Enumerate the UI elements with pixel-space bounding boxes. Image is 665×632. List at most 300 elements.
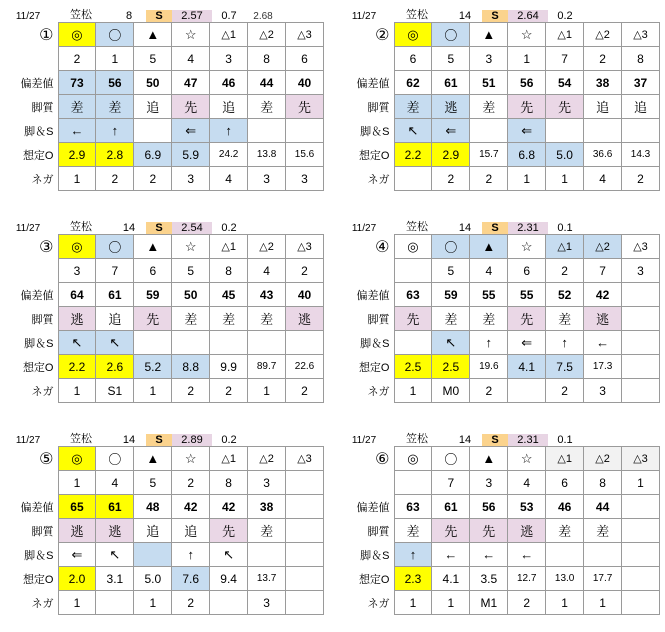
data-cell: 59 xyxy=(432,283,470,307)
race-block-1 xyxy=(4,6,324,191)
data-cell: 3 xyxy=(172,167,210,191)
symbol-cell: △1 xyxy=(210,447,248,471)
symbol-cell: ▲ xyxy=(470,235,508,259)
data-cell: 3.1 xyxy=(96,567,134,591)
symbol-cell: ▲ xyxy=(470,23,508,47)
data-cell: 3 xyxy=(210,47,248,71)
data-cell: 差 xyxy=(96,95,134,119)
data-cell: 3 xyxy=(248,471,286,495)
data-cell: 2.5 xyxy=(432,355,470,379)
data-cell: 9.9 xyxy=(210,355,248,379)
data-cell xyxy=(584,543,622,567)
row-label xyxy=(340,47,394,71)
data-cell: 7 xyxy=(546,47,584,71)
row-symbols xyxy=(4,23,324,47)
row-label: 脚質 xyxy=(367,313,390,326)
row-label: 脚＆S xyxy=(360,337,390,350)
data-cell: 7 xyxy=(432,471,470,495)
row-odds xyxy=(340,355,660,379)
data-cell: 6 xyxy=(508,259,546,283)
data-cell: 2 xyxy=(134,167,172,191)
data-cell: 先 xyxy=(394,307,432,331)
data-cell: 6 xyxy=(286,47,324,71)
symbol-cell: ◎ xyxy=(394,235,432,259)
data-cell: 38 xyxy=(248,495,286,519)
data-cell: 61 xyxy=(96,495,134,519)
data-cell: 先 xyxy=(546,95,584,119)
data-cell: 12.7 xyxy=(508,567,546,591)
data-cell: 5.9 xyxy=(172,143,210,167)
data-cell: 2 xyxy=(432,167,470,191)
data-cell: 8 xyxy=(584,471,622,495)
row-label: 脚質 xyxy=(31,101,54,114)
data-cell: ↖ xyxy=(210,543,248,567)
race-table xyxy=(340,446,660,615)
data-cell: ⇐ xyxy=(58,543,96,567)
data-cell: 差 xyxy=(470,95,508,119)
data-cell: 15.7 xyxy=(470,143,508,167)
symbol-cell: ☆ xyxy=(508,235,546,259)
row-deviation xyxy=(340,283,660,307)
block-index-marker: ④ xyxy=(375,238,390,256)
data-cell: ⇐ xyxy=(508,331,546,355)
header-track: 笠松 xyxy=(406,9,428,21)
data-cell: 36.6 xyxy=(584,143,622,167)
data-cell: 1 xyxy=(546,591,584,615)
data-cell: 43 xyxy=(248,283,286,307)
data-cell: 44 xyxy=(584,495,622,519)
data-cell: 差 xyxy=(394,519,432,543)
data-cell: 2.9 xyxy=(432,143,470,167)
data-cell: ↑ xyxy=(546,331,584,355)
data-cell: ← xyxy=(432,543,470,567)
data-cell: 6 xyxy=(134,259,172,283)
row-label: 想定O xyxy=(358,361,390,374)
data-cell: 逃 xyxy=(286,307,324,331)
race-block-4 xyxy=(340,218,660,403)
symbol-cell: ☆ xyxy=(172,235,210,259)
symbol-cell: 〇 xyxy=(432,447,470,471)
data-cell: 2.2 xyxy=(58,355,96,379)
data-cell: 4 xyxy=(210,167,248,191)
row-negative xyxy=(4,167,324,191)
symbol-cell: △1 xyxy=(546,447,584,471)
data-cell xyxy=(622,519,660,543)
data-cell: 2 xyxy=(584,47,622,71)
race-header xyxy=(340,430,660,446)
race-header xyxy=(4,430,324,446)
data-cell xyxy=(248,331,286,355)
marker-cell xyxy=(4,23,58,47)
symbol-cell: 〇 xyxy=(432,235,470,259)
data-cell: 3 xyxy=(286,167,324,191)
data-cell xyxy=(134,543,172,567)
block-index-marker: ③ xyxy=(39,238,54,256)
data-cell: 1 xyxy=(134,591,172,615)
data-cell: 先 xyxy=(172,95,210,119)
data-cell: 2 xyxy=(622,167,660,191)
data-cell: 24.2 xyxy=(210,143,248,167)
data-cell: 7.5 xyxy=(546,355,584,379)
row-style xyxy=(4,519,324,543)
race-header xyxy=(340,218,660,234)
header-s-flag: S xyxy=(146,10,172,22)
data-cell: ← xyxy=(584,331,622,355)
data-cell: 先 xyxy=(508,307,546,331)
data-cell: 42 xyxy=(172,495,210,519)
data-cell: 2.6 xyxy=(96,355,134,379)
data-cell: 51 xyxy=(470,71,508,95)
data-cell xyxy=(622,307,660,331)
data-cell: 逃 xyxy=(584,307,622,331)
data-cell: 4.1 xyxy=(432,567,470,591)
row-label xyxy=(340,471,394,495)
symbol-cell: △3 xyxy=(622,23,660,47)
data-cell: 2 xyxy=(172,591,210,615)
row-style xyxy=(340,307,660,331)
data-cell: 2.3 xyxy=(394,567,432,591)
data-cell: 1 xyxy=(248,379,286,403)
data-cell: 19.6 xyxy=(470,355,508,379)
header-date: 11/27 xyxy=(15,435,41,446)
data-cell: 2.5 xyxy=(394,355,432,379)
data-cell: 1 xyxy=(58,167,96,191)
row-label: ネガ xyxy=(31,173,54,186)
data-cell: 9.4 xyxy=(210,567,248,591)
data-cell: 5.2 xyxy=(134,355,172,379)
data-cell: 5 xyxy=(134,471,172,495)
data-cell: 56 xyxy=(96,71,134,95)
data-cell: 3.5 xyxy=(470,567,508,591)
row-label: 脚質 xyxy=(367,101,390,114)
data-cell: 45 xyxy=(210,283,248,307)
data-cell: 53 xyxy=(508,495,546,519)
data-cell: 2.0 xyxy=(58,567,96,591)
row-odds xyxy=(4,143,324,167)
row-deviation xyxy=(340,495,660,519)
row-numbers xyxy=(4,47,324,71)
data-cell xyxy=(286,567,324,591)
header-s-flag: S xyxy=(146,222,172,234)
row-label: ネガ xyxy=(367,385,390,398)
data-cell: ↑ xyxy=(172,543,210,567)
data-cell: 先 xyxy=(134,307,172,331)
data-cell: 40 xyxy=(286,283,324,307)
marker-cell xyxy=(340,23,394,47)
data-cell: 1 xyxy=(96,47,134,71)
race-block-5 xyxy=(4,430,324,615)
data-cell: 追 xyxy=(584,95,622,119)
data-cell: 1 xyxy=(58,591,96,615)
data-cell: 追 xyxy=(210,95,248,119)
header-race-number: 14 xyxy=(458,222,472,234)
race-table xyxy=(4,234,324,403)
data-cell: 5.0 xyxy=(134,567,172,591)
row-negative xyxy=(340,591,660,615)
data-cell xyxy=(622,495,660,519)
data-cell: 48 xyxy=(134,495,172,519)
data-cell: 差 xyxy=(248,95,286,119)
row-style xyxy=(340,95,660,119)
data-cell: 逃 xyxy=(58,519,96,543)
data-cell xyxy=(622,355,660,379)
data-cell: 5 xyxy=(134,47,172,71)
row-symbols xyxy=(340,23,660,47)
symbol-cell: △2 xyxy=(248,23,286,47)
data-cell: M0 xyxy=(432,379,470,403)
data-cell: ← xyxy=(58,119,96,143)
data-cell: 6 xyxy=(394,47,432,71)
data-cell: 52 xyxy=(546,283,584,307)
row-label: 脚＆S xyxy=(360,549,390,562)
data-cell: ↖ xyxy=(432,331,470,355)
data-cell xyxy=(286,471,324,495)
data-cell: 2 xyxy=(470,379,508,403)
row-label: 偏差値 xyxy=(20,501,54,514)
data-cell: ↑ xyxy=(394,543,432,567)
data-cell: ← xyxy=(470,543,508,567)
data-cell: 2 xyxy=(546,379,584,403)
row-style-s xyxy=(340,331,660,355)
data-cell: 50 xyxy=(172,283,210,307)
header-value-1: 2.89 xyxy=(172,434,212,446)
data-cell xyxy=(248,119,286,143)
data-cell: 2 xyxy=(172,379,210,403)
data-cell: 73 xyxy=(58,71,96,95)
symbol-cell: △3 xyxy=(622,447,660,471)
data-cell: 3 xyxy=(248,591,286,615)
data-cell: ↖ xyxy=(394,119,432,143)
data-cell xyxy=(394,259,432,283)
data-cell: 8 xyxy=(248,47,286,71)
row-label: 脚＆S xyxy=(24,125,54,138)
data-cell xyxy=(470,119,508,143)
data-cell: ↖ xyxy=(96,543,134,567)
row-label: ネガ xyxy=(367,173,390,186)
data-cell xyxy=(622,591,660,615)
header-date: 11/27 xyxy=(351,223,377,234)
row-label: 脚＆S xyxy=(24,337,54,350)
data-cell xyxy=(210,591,248,615)
row-symbols xyxy=(4,447,324,471)
data-cell xyxy=(248,543,286,567)
data-cell: 17.3 xyxy=(584,355,622,379)
data-cell: 1 xyxy=(134,379,172,403)
row-label: 偏差値 xyxy=(356,77,390,90)
data-cell: S1 xyxy=(96,379,134,403)
header-s-flag: S xyxy=(482,10,508,22)
symbol-cell: △2 xyxy=(248,235,286,259)
race-block-2 xyxy=(340,6,660,191)
data-cell: 64 xyxy=(58,283,96,307)
row-deviation xyxy=(4,495,324,519)
row-label: ネガ xyxy=(31,385,54,398)
header-date: 11/27 xyxy=(15,223,41,234)
data-cell: 6 xyxy=(546,471,584,495)
data-cell xyxy=(622,567,660,591)
row-label: 想定O xyxy=(22,361,54,374)
data-cell xyxy=(546,119,584,143)
row-label: 脚＆S xyxy=(360,125,390,138)
race-header xyxy=(340,6,660,22)
data-cell: 54 xyxy=(546,71,584,95)
data-cell: 63 xyxy=(394,283,432,307)
marker-cell xyxy=(340,447,394,471)
race-block-3 xyxy=(4,218,324,403)
race-block-6 xyxy=(340,430,660,615)
row-style-s xyxy=(4,119,324,143)
header-s-flag: S xyxy=(482,434,508,446)
data-cell: 14.3 xyxy=(622,143,660,167)
data-cell: 42 xyxy=(584,283,622,307)
data-cell: 4 xyxy=(248,259,286,283)
row-label: 脚＆S xyxy=(24,549,54,562)
symbol-cell: △3 xyxy=(286,447,324,471)
data-cell: 1 xyxy=(508,167,546,191)
row-label xyxy=(340,259,394,283)
row-odds xyxy=(4,567,324,591)
data-cell: 1 xyxy=(584,591,622,615)
data-cell: 追 xyxy=(622,95,660,119)
data-cell: 差 xyxy=(58,95,96,119)
symbol-cell: ☆ xyxy=(172,447,210,471)
data-cell: 2.9 xyxy=(58,143,96,167)
row-symbols xyxy=(4,235,324,259)
data-cell xyxy=(546,543,584,567)
marker-cell xyxy=(4,447,58,471)
row-style-s xyxy=(4,543,324,567)
data-cell xyxy=(96,591,134,615)
data-cell: 6.9 xyxy=(134,143,172,167)
data-cell: 差 xyxy=(432,307,470,331)
row-label: 偏差値 xyxy=(20,77,54,90)
data-cell: 59 xyxy=(134,283,172,307)
data-cell: 62 xyxy=(394,71,432,95)
row-label: 脚質 xyxy=(31,525,54,538)
data-cell: 37 xyxy=(622,71,660,95)
data-cell xyxy=(622,331,660,355)
row-style xyxy=(4,95,324,119)
row-numbers xyxy=(340,259,660,283)
data-cell: ⇐ xyxy=(172,119,210,143)
data-cell: 追 xyxy=(172,519,210,543)
data-cell: 6.8 xyxy=(508,143,546,167)
header-race-number: 14 xyxy=(122,434,136,446)
data-cell: ⇐ xyxy=(432,119,470,143)
symbol-cell: 〇 xyxy=(96,447,134,471)
symbol-cell: △1 xyxy=(210,235,248,259)
row-label xyxy=(4,259,58,283)
symbol-cell: △2 xyxy=(584,447,622,471)
symbol-cell: △1 xyxy=(210,23,248,47)
data-cell: ↖ xyxy=(96,331,134,355)
data-cell: ⇐ xyxy=(508,119,546,143)
row-style-s xyxy=(340,543,660,567)
race-table xyxy=(340,22,660,191)
symbol-cell: ▲ xyxy=(134,447,172,471)
row-negative xyxy=(340,379,660,403)
data-cell: 1 xyxy=(508,47,546,71)
data-cell: 2 xyxy=(58,47,96,71)
row-label: 想定O xyxy=(22,149,54,162)
data-cell: 8 xyxy=(210,259,248,283)
header-value-1: 2.31 xyxy=(508,222,548,234)
symbol-cell: △1 xyxy=(546,23,584,47)
data-cell: 逃 xyxy=(96,519,134,543)
data-cell: 8 xyxy=(210,471,248,495)
data-cell xyxy=(394,331,432,355)
row-style xyxy=(4,307,324,331)
data-cell: 1 xyxy=(58,471,96,495)
data-cell: 55 xyxy=(508,283,546,307)
data-cell: M1 xyxy=(470,591,508,615)
data-cell: 逃 xyxy=(508,519,546,543)
data-cell: ← xyxy=(508,543,546,567)
data-cell xyxy=(134,331,172,355)
data-cell: 8.8 xyxy=(172,355,210,379)
row-label xyxy=(4,47,58,71)
symbol-cell: ▲ xyxy=(134,235,172,259)
row-deviation xyxy=(4,283,324,307)
symbol-cell: △3 xyxy=(286,23,324,47)
row-label: 想定O xyxy=(358,149,390,162)
symbol-cell: ◎ xyxy=(58,23,96,47)
data-cell: 4 xyxy=(172,47,210,71)
data-cell: 1 xyxy=(622,471,660,495)
data-cell: 17.7 xyxy=(584,567,622,591)
header-value-2: 0.1 xyxy=(557,434,573,446)
data-cell: 3 xyxy=(584,379,622,403)
block-index-marker: ② xyxy=(375,26,390,44)
block-index-marker: ① xyxy=(39,26,54,44)
data-cell: 差 xyxy=(172,307,210,331)
symbol-cell: ☆ xyxy=(508,447,546,471)
data-cell: 2.2 xyxy=(394,143,432,167)
data-cell xyxy=(622,543,660,567)
data-cell: 2 xyxy=(286,379,324,403)
data-cell: 13.8 xyxy=(248,143,286,167)
data-cell: 1 xyxy=(58,379,96,403)
symbol-cell: ◎ xyxy=(58,235,96,259)
header-value-1: 2.54 xyxy=(172,222,212,234)
symbol-cell: △3 xyxy=(286,235,324,259)
header-value-3: 2.68 xyxy=(253,11,273,22)
data-cell xyxy=(622,379,660,403)
data-cell: 7 xyxy=(96,259,134,283)
data-cell: 50 xyxy=(134,71,172,95)
symbol-cell: ◎ xyxy=(394,23,432,47)
row-deviation xyxy=(340,71,660,95)
data-cell: 4 xyxy=(508,471,546,495)
header-date: 11/27 xyxy=(15,11,41,22)
data-cell xyxy=(286,495,324,519)
data-cell: 1 xyxy=(394,591,432,615)
data-cell: 逃 xyxy=(58,307,96,331)
data-cell: 4 xyxy=(470,259,508,283)
data-cell: 5 xyxy=(172,259,210,283)
data-cell: 差 xyxy=(210,307,248,331)
header-s-flag: S xyxy=(146,434,172,446)
header-s-flag: S xyxy=(482,222,508,234)
header-value-2: 0.2 xyxy=(557,10,573,22)
row-label: 偏差値 xyxy=(356,501,390,514)
data-cell: 22.6 xyxy=(286,355,324,379)
data-cell: 1 xyxy=(546,167,584,191)
row-style xyxy=(340,519,660,543)
header-track: 笠松 xyxy=(70,9,92,21)
row-deviation xyxy=(4,71,324,95)
header-date: 11/27 xyxy=(351,11,377,22)
